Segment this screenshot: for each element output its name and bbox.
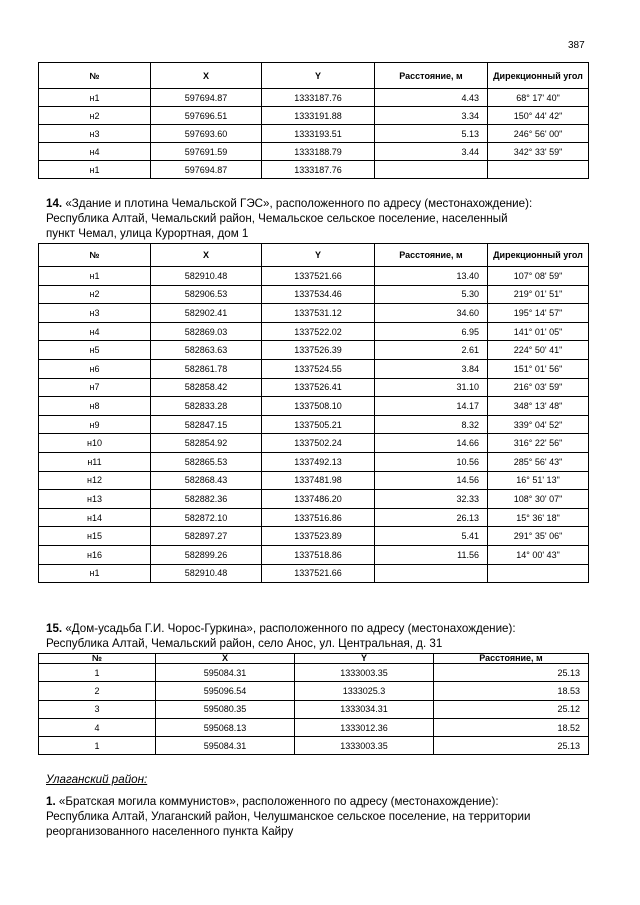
table-cell: 26.13 (375, 508, 488, 527)
table-cell: 595096.54 (156, 682, 295, 700)
table-cell: 14.17 (375, 397, 488, 416)
table-cell: 1333012.36 (295, 718, 434, 736)
table-row (39, 397, 589, 416)
table-cell (375, 564, 488, 583)
table-cell: 14° 00' 43" (488, 545, 589, 564)
table-row (39, 359, 589, 378)
table-cell: 1333003.35 (295, 664, 434, 682)
table-cell: 150° 44' 42" (488, 107, 589, 125)
table-cell: 3.84 (375, 359, 488, 378)
table-row (39, 378, 589, 397)
table-cell: 597691.59 (151, 143, 262, 161)
table-cell: н11 (39, 452, 151, 471)
table-cell: 595084.31 (156, 737, 295, 755)
section-number: 14. (46, 197, 63, 210)
column-header: X (156, 654, 295, 664)
table-cell: 595084.31 (156, 664, 295, 682)
section-text-line: Республика Алтай, Чемальский район, Чемальское сельское поселение, населенный (46, 212, 508, 225)
table-cell: 25.12 (434, 700, 589, 718)
section-text-line: «Братская могила коммунистов», расположенного по адресу (местонахождение): (58, 795, 499, 808)
table-row (39, 545, 589, 564)
table-cell: 5.30 (375, 285, 488, 304)
table-cell: 16° 51' 13" (488, 471, 589, 490)
column-header: Расстояние, м (375, 244, 488, 267)
table-cell: 1337523.89 (262, 527, 375, 546)
table-cell: 1333025.3 (295, 682, 434, 700)
table-cell: 348° 13' 48" (488, 397, 589, 416)
table-cell: 316° 22' 56" (488, 434, 589, 453)
table-cell: 597693.60 (151, 125, 262, 143)
column-header: Дирекционный угол (488, 244, 589, 267)
column-header: Дирекционный угол (488, 63, 589, 89)
column-header: Y (295, 654, 434, 664)
table-row (39, 471, 589, 490)
table-header-row (39, 244, 589, 267)
table-cell: н10 (39, 434, 151, 453)
table-cell: н4 (39, 143, 151, 161)
table-cell: 1337526.41 (262, 378, 375, 397)
table-cell: 582847.15 (151, 415, 262, 434)
page-number: 387 (568, 40, 585, 51)
table-cell: 11.56 (375, 545, 488, 564)
table-cell: 3.34 (375, 107, 488, 125)
table-cell: н5 (39, 341, 151, 360)
district-heading: Улаганский район: (46, 773, 148, 786)
table-cell: 595068.13 (156, 718, 295, 736)
table-cell: 597694.87 (151, 89, 262, 107)
table-cell: 1337505.21 (262, 415, 375, 434)
table-cell: 597696.51 (151, 107, 262, 125)
table-cell: 1337522.02 (262, 322, 375, 341)
table-cell: 107° 08' 59" (488, 267, 589, 286)
table-header-row (39, 654, 589, 664)
table-cell: 1337531.12 (262, 304, 375, 323)
table-cell: 151° 01' 56" (488, 359, 589, 378)
table-row (39, 125, 589, 143)
section-text-line: пункт Чемал, улица Курортная, дом 1 (46, 227, 249, 240)
table-cell: 32.33 (375, 490, 488, 509)
table-cell: 582906.53 (151, 285, 262, 304)
table-cell: н1 (39, 564, 151, 583)
table-row (39, 508, 589, 527)
table-cell: н1 (39, 267, 151, 286)
table-cell: 582872.10 (151, 508, 262, 527)
table-cell: 2.61 (375, 341, 488, 360)
table-cell: 1337524.55 (262, 359, 375, 378)
table-cell: 582869.03 (151, 322, 262, 341)
table-cell: 582910.48 (151, 267, 262, 286)
table-cell: 1333187.76 (262, 161, 375, 179)
column-header: № (39, 63, 151, 89)
table-cell: н6 (39, 359, 151, 378)
table-cell: 1337492.13 (262, 452, 375, 471)
table-cell: 4 (39, 718, 156, 736)
table-cell: н1 (39, 161, 151, 179)
table-row (39, 285, 589, 304)
table-row (39, 341, 589, 360)
table-cell: 195° 14' 57" (488, 304, 589, 323)
table-cell: н12 (39, 471, 151, 490)
table-cell: 6.95 (375, 322, 488, 341)
table-cell: 4.43 (375, 89, 488, 107)
table-row (39, 452, 589, 471)
section-text-line: «Дом-усадьба Г.И. Чорос-Гуркина», расположенного по адресу (местонахождение): (65, 622, 516, 635)
table-cell: 285° 56' 43" (488, 452, 589, 471)
table-cell: 582882.36 (151, 490, 262, 509)
table-cell: 8.32 (375, 415, 488, 434)
table-cell: 582833.28 (151, 397, 262, 416)
table-row (39, 434, 589, 453)
table-cell: 5.41 (375, 527, 488, 546)
column-header: Y (262, 63, 375, 89)
table-cell: н8 (39, 397, 151, 416)
table-cell: 10.56 (375, 452, 488, 471)
table-cell: 1337526.39 (262, 341, 375, 360)
table-cell: 342° 33' 59" (488, 143, 589, 161)
table-row (39, 564, 589, 583)
table-cell: 291° 35' 06" (488, 527, 589, 546)
table-row (39, 527, 589, 546)
table-cell: 68° 17' 40" (488, 89, 589, 107)
table-cell: 1333187.76 (262, 89, 375, 107)
table-cell: н1 (39, 89, 151, 107)
table-cell: 18.52 (434, 718, 589, 736)
table-cell: 18.53 (434, 682, 589, 700)
table-cell: 14.66 (375, 434, 488, 453)
table-row (39, 322, 589, 341)
table-cell: 1 (39, 737, 156, 755)
table-cell: н13 (39, 490, 151, 509)
table-cell: 1337534.46 (262, 285, 375, 304)
table-cell: 595080.35 (156, 700, 295, 718)
section-number: 1. (46, 795, 56, 808)
table-row (39, 700, 589, 718)
table-row (39, 107, 589, 125)
section-text-line: «Здание и плотина Чемальской ГЭС», расположенного по адресу (местонахождение): (65, 197, 533, 210)
table-cell: н3 (39, 304, 151, 323)
table-cell (488, 161, 589, 179)
table-cell: н4 (39, 322, 151, 341)
table-cell: 3 (39, 700, 156, 718)
table-cell: 1337481.98 (262, 471, 375, 490)
table-cell: 1337502.24 (262, 434, 375, 453)
table-cell: н16 (39, 545, 151, 564)
section-15-description (46, 621, 588, 651)
table-cell: 224° 50' 41" (488, 341, 589, 360)
table-cell: 1333193.51 (262, 125, 375, 143)
column-header: Y (262, 244, 375, 267)
table-cell: 1333188.79 (262, 143, 375, 161)
table-cell: 15° 36' 18" (488, 508, 589, 527)
table-cell: 13.40 (375, 267, 488, 286)
table-cell: н9 (39, 415, 151, 434)
table-cell: 1337521.66 (262, 267, 375, 286)
table-cell: 1333191.88 (262, 107, 375, 125)
ulagan-section-1-description (46, 794, 588, 839)
table-cell: 582910.48 (151, 564, 262, 583)
table-cell: 1337521.66 (262, 564, 375, 583)
table-row (39, 490, 589, 509)
table-cell: 339° 04' 52" (488, 415, 589, 434)
column-header: X (151, 63, 262, 89)
table-cell: 108° 30' 07" (488, 490, 589, 509)
table-cell: 1337516.86 (262, 508, 375, 527)
table-cell: н2 (39, 107, 151, 125)
table-cell: н14 (39, 508, 151, 527)
table-cell: 31.10 (375, 378, 488, 397)
table-cell: 1333003.35 (295, 737, 434, 755)
section-text-line: Республика Алтай, Улаганский район, Челушманское сельское поселение, на территории (46, 810, 531, 823)
table-cell: 25.13 (434, 737, 589, 755)
table-cell: 1 (39, 664, 156, 682)
table-cell: 14.56 (375, 471, 488, 490)
table-cell: н15 (39, 527, 151, 546)
table-cell: 582902.41 (151, 304, 262, 323)
table-cell: н7 (39, 378, 151, 397)
column-header: X (151, 244, 262, 267)
table-cell: н2 (39, 285, 151, 304)
column-header: № (39, 244, 151, 267)
section-text-line: реорганизованного населенного пункта Кайру (46, 825, 294, 838)
table-header-row (39, 63, 589, 89)
section-text-line: Республика Алтай, Чемальский район, село Анос, ул. Центральная, д. 31 (46, 637, 443, 650)
table-cell: 1337508.10 (262, 397, 375, 416)
coordinates-table-2 (38, 243, 589, 583)
section-14-description (46, 196, 588, 241)
table-cell: 582861.78 (151, 359, 262, 378)
table-cell: 2 (39, 682, 156, 700)
table-row (39, 415, 589, 434)
table-row (39, 664, 589, 682)
table-row (39, 267, 589, 286)
table-row (39, 143, 589, 161)
table-cell: 582897.27 (151, 527, 262, 546)
table-cell: 582868.43 (151, 471, 262, 490)
table-cell: 246° 56' 00" (488, 125, 589, 143)
table-row (39, 161, 589, 179)
table-cell: 582863.63 (151, 341, 262, 360)
coordinates-table-3 (38, 653, 589, 755)
table-cell: 25.13 (434, 664, 589, 682)
table-cell: 597694.87 (151, 161, 262, 179)
column-header: № (39, 654, 156, 664)
table-cell: 582858.42 (151, 378, 262, 397)
table-row (39, 718, 589, 736)
table-cell: 1337518.86 (262, 545, 375, 564)
column-header: Расстояние, м (434, 654, 589, 664)
table-cell: 1337486.20 (262, 490, 375, 509)
table-cell: 216° 03' 59" (488, 378, 589, 397)
table-row (39, 304, 589, 323)
column-header: Расстояние, м (375, 63, 488, 89)
table-cell: 3.44 (375, 143, 488, 161)
table-cell: 582865.53 (151, 452, 262, 471)
table-cell (488, 564, 589, 583)
table-cell: 219° 01' 51" (488, 285, 589, 304)
table-row (39, 682, 589, 700)
table-cell: н3 (39, 125, 151, 143)
coordinates-table-1 (38, 62, 589, 179)
table-cell: 582854.92 (151, 434, 262, 453)
table-cell: 34.60 (375, 304, 488, 323)
table-row (39, 89, 589, 107)
table-row (39, 737, 589, 755)
table-cell: 5.13 (375, 125, 488, 143)
table-cell: 582899.26 (151, 545, 262, 564)
table-cell: 1333034.31 (295, 700, 434, 718)
table-cell (375, 161, 488, 179)
table-cell: 141° 01' 05" (488, 322, 589, 341)
section-number: 15. (46, 622, 63, 635)
